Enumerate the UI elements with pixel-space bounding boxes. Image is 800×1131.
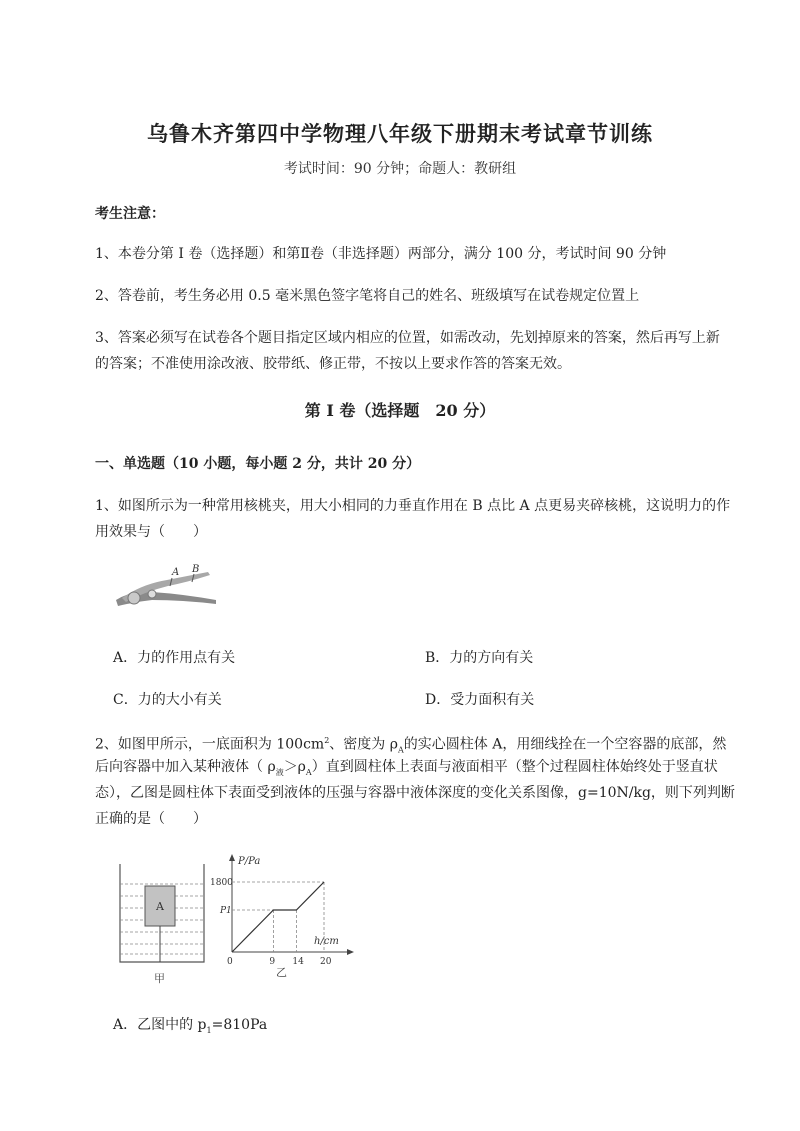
q2-stem-line-4: 正确的是（ ） (95, 811, 207, 827)
q1-option-b[interactable]: B．力的方向有关 (425, 650, 534, 666)
x-tick-label-14: 14 (292, 957, 304, 967)
q2-stem-line-2: 后向容器中加入某种液体（ $\rho_液>\rho_A$）直到圆柱体上表面与液面相平（整个过程圆柱体始终处于竖直状 (95, 759, 718, 777)
label-b: B (192, 564, 200, 575)
x-tick-label-9: 9 (269, 957, 276, 967)
q1-option-d[interactable]: D．受力面积有关 (425, 692, 535, 708)
x-tick-label-0: 0 (227, 957, 233, 967)
notice-item-3-line-2: 的答案；不准使用涂改液、胶带纸、修正带，不按以上要求作答的答案无效。 (95, 356, 571, 372)
y-axis-arrow (229, 854, 235, 861)
nutcracker-hinge (128, 592, 140, 604)
part-heading: 一、单选题（10 小题，每小题 2 分，共计 20 分） (95, 456, 421, 472)
q2-stem-line-1: 2、如图甲所示，一底面积为 $100cm^2$、密度为 $\rho_A$的实心圆柱体 A，用细线拴在一个空容器的底部，然 (95, 736, 727, 755)
notice-item-2: 2、答卷前，考生务必用 0.5 毫米黑色签字笔将自己的姓名、班级填写在试卷规定位置上 (95, 288, 640, 304)
q1-stem-line-1: 1、如图所示为一种常用核桃夹，用大小相同的力垂直作用在 B 点比 A 点更易夹碎核桃，这说明力的作 (95, 498, 731, 514)
q2-stem-line-3: 态），乙图是圆柱体下表面受到液体的压强与容器中液体深度的变化关系图像，g=10N/kg，则下列判断 (95, 785, 735, 801)
notice-item-3-line-1: 3、答案必须写在试卷各个题目指定区域内相应的位置，如需改动，先划掉原来的答案，然后再写上新 (95, 330, 720, 346)
figure-jia-caption: 甲 (154, 972, 165, 985)
nutcracker-jaw (148, 590, 156, 598)
nutcracker-figure (112, 562, 222, 614)
chart-guide-lines (232, 882, 324, 952)
cylinder-a-label: A (156, 900, 164, 913)
section-title: 第 I 卷（选择题 20 分） (304, 401, 496, 420)
page-title: 乌鲁木齐第四中学物理八年级下册期末考试章节训练 (147, 121, 653, 146)
label-a: A (172, 567, 180, 578)
y-tick-label-1800: 1800 (210, 878, 233, 888)
x-axis-arrow (347, 949, 354, 955)
notice-item-1: 1、本卷分第 I 卷（选择题）和第Ⅱ卷（非选择题）两部分，满分 100 分，考试时间 90 分钟 (95, 246, 667, 262)
figure-yi-chart (210, 852, 360, 992)
y-axis-label: P/Pa (238, 856, 261, 867)
q2-option-a[interactable]: A．乙图中的 $p_1=810Pa$ (113, 1017, 268, 1035)
x-axis-label: h/cm (314, 936, 339, 947)
pressure-depth-line (232, 882, 324, 952)
q1-option-a[interactable]: A．力的作用点有关 (113, 650, 236, 666)
q1-stem-line-2: 用效果与（ ） (95, 524, 207, 540)
x-tick-label-20: 20 (320, 957, 332, 967)
figure-yi-caption: 乙 (276, 966, 287, 979)
q1-option-c[interactable]: C．力的大小有关 (113, 692, 222, 708)
page-subtitle: 考试时间：90 分钟；命题人：教研组 (283, 161, 517, 177)
figure-jia-container (118, 858, 208, 988)
y-tick-label-p1: P1 (220, 906, 232, 916)
notice-heading: 考生注意： (95, 206, 165, 222)
